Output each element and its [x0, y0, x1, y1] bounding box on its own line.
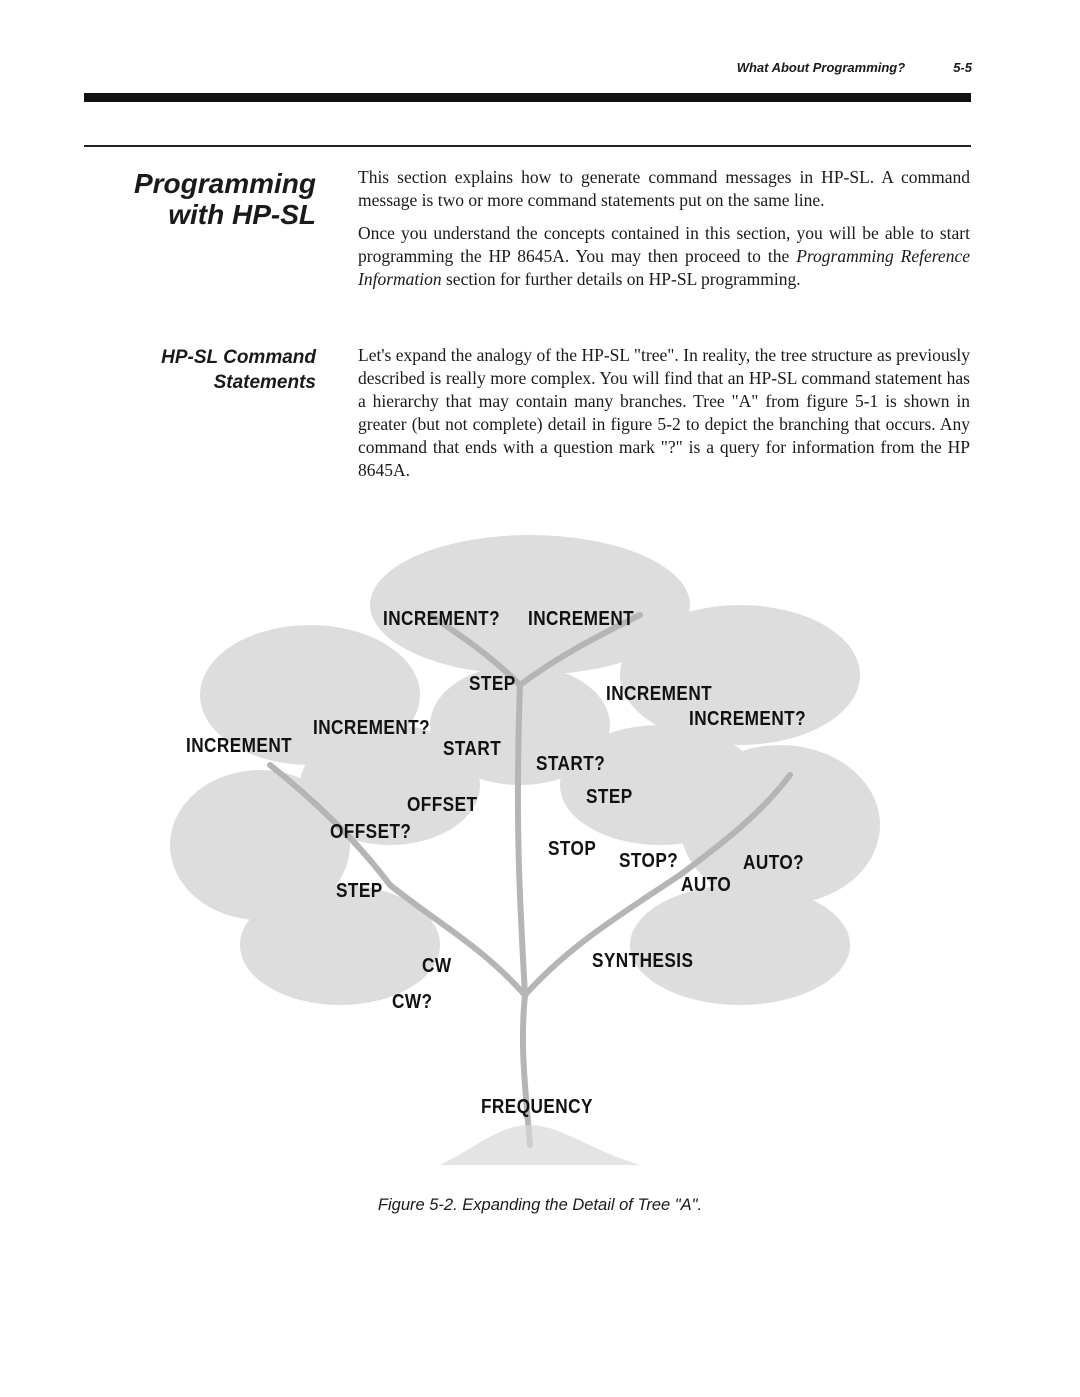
section-heading-line2: with HP-SL — [168, 199, 316, 230]
subsection-heading-line1: HP-SL Command — [161, 347, 316, 368]
label-synthesis: SYNTHESIS — [592, 950, 694, 972]
running-header — [737, 60, 972, 75]
paragraph-tree: Let's expand the analogy of the HP-SL "tree". In reality, the tree structure as previously described is really more complex. You will find that an HP-SL command statement has a hierarchy that may contain many branches. Tree "A" from figure 5-1 is shown in greater (but not complete) detail in figure 5-2 to depict the branching that occurs. Any command that ends with a question mark "?" is a query for information from the HP 8645A. — [358, 345, 970, 480]
label-cw-query: CW? — [392, 991, 433, 1013]
label-auto-query: AUTO? — [743, 852, 805, 874]
running-header-title: What About Programming? — [736, 60, 906, 75]
label-increment-top: INCREMENT — [528, 608, 635, 630]
label-cw: CW — [422, 955, 452, 977]
subsection-heading-line2: Statements — [213, 372, 316, 393]
label-step-mid: STEP — [586, 786, 633, 808]
label-increment-query-top: INCREMENT? — [383, 608, 501, 630]
section-heading — [134, 168, 316, 230]
command-statements-text — [358, 344, 970, 492]
label-stop: STOP — [548, 838, 597, 860]
paragraph-concepts-start: Once you understand the concepts contained in this section, you will be able to start programming the HP 8645A. You may then proceed to the — [358, 223, 970, 266]
label-start-query: START? — [536, 753, 606, 775]
reference-title: Programming Reference Information — [358, 246, 970, 289]
section-rule-thin — [84, 145, 971, 147]
intro-text — [358, 166, 970, 301]
section-heading-line1: Programming — [133, 168, 316, 199]
paragraph-concepts — [358, 222, 970, 291]
label-offset-query: OFFSET? — [330, 821, 412, 843]
label-step-top: STEP — [469, 673, 516, 695]
label-start: START — [443, 738, 502, 760]
page-number: 5-5 — [953, 60, 972, 75]
label-increment-query-right: INCREMENT? — [689, 708, 807, 730]
paragraph-intro: This section explains how to generate command messages in HP-SL. A command message is two or more command statements put on the same line. — [358, 167, 970, 210]
figure-caption: Figure 5-2. Expanding the Detail of Tree "A". — [377, 1196, 703, 1214]
label-frequency: FREQUENCY — [481, 1096, 593, 1118]
label-increment-query-left: INCREMENT? — [313, 717, 431, 739]
label-increment-right: INCREMENT — [606, 683, 713, 705]
tree-figure — [140, 525, 900, 1195]
paragraph-concepts-end: section for further details on HP-SL programming. — [441, 269, 801, 289]
label-increment-left: INCREMENT — [186, 735, 293, 757]
label-offset: OFFSET — [407, 794, 478, 816]
label-auto: AUTO — [681, 874, 732, 896]
header-rule-thick — [84, 93, 971, 102]
label-step-left: STEP — [336, 880, 383, 902]
tree-roots — [440, 1125, 640, 1165]
label-stop-query: STOP? — [619, 850, 679, 872]
subsection-heading — [161, 345, 316, 395]
